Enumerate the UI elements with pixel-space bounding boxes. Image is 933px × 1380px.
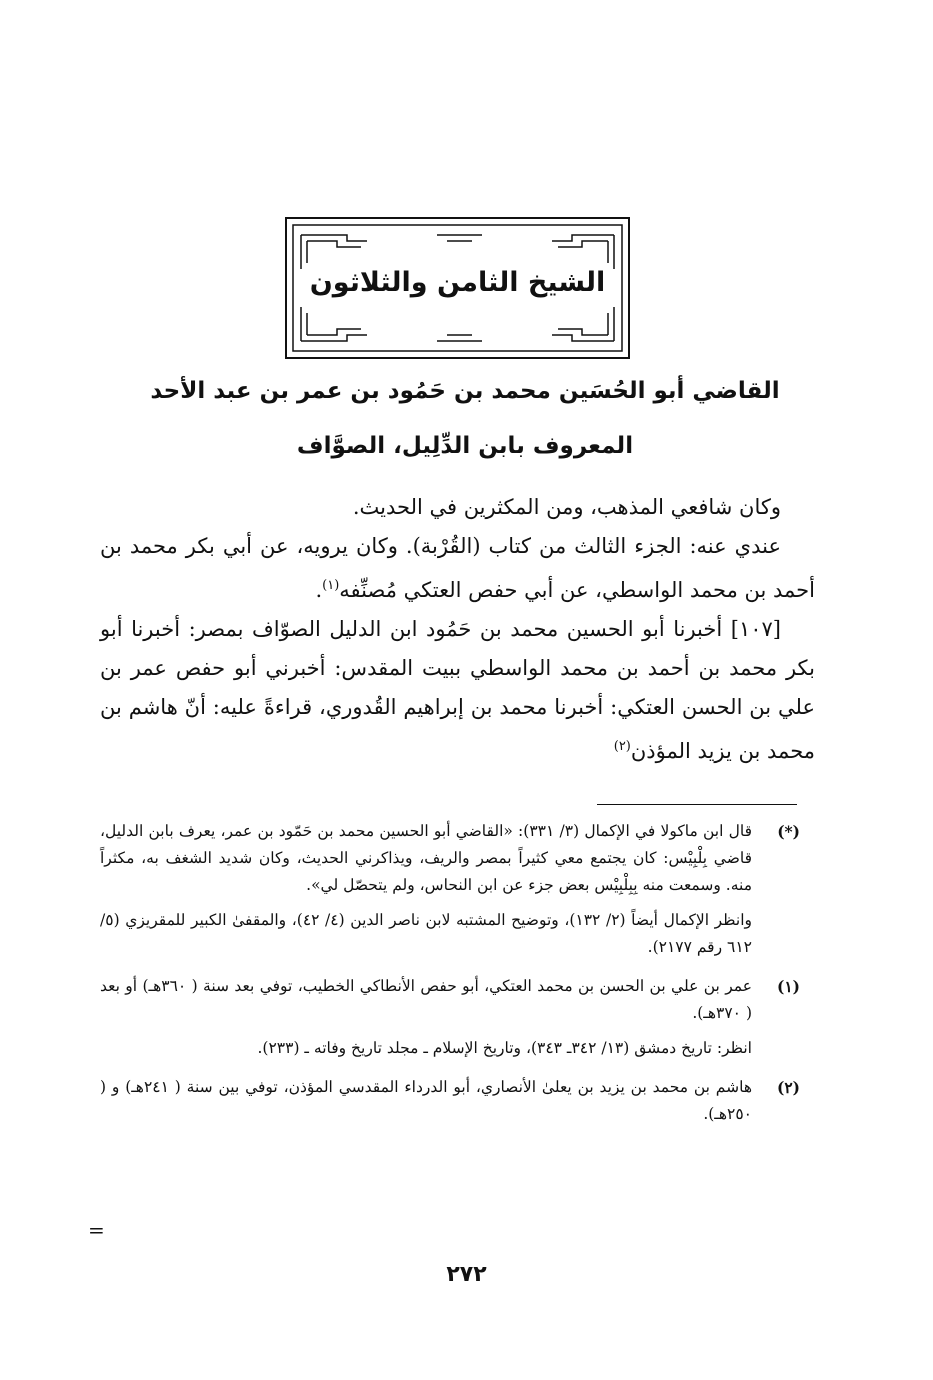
footnote-text: قال ابن ماكولا في الإكمال (٣/ ٣٣١): «القاضي أبو الحسين محمد بن حَمّود بن عمر، يعرف بابن الدليل، قاضي بِلْبِيْس: كان يجتمع معي كثيراً بمصر والريف، ويذاكرني الحديث، وكان شديد الشغف به، مكثراً منه. وسمعت منه بِبِلْبِيْس بعض جزء عن ابن النحاس، ولم يتحصّل لي». — [100, 822, 752, 894]
footnote-1 — [100, 973, 800, 1062]
subject-name-line1: القاضي أبو الحُسَين محمد بن حَمُود بن عمر بن عبد الأحد — [150, 378, 780, 404]
footnote-separator — [597, 804, 797, 805]
paragraph-3 — [100, 610, 815, 771]
footnote-star — [100, 818, 800, 961]
footnote-ref-2[interactable]: (٢) — [613, 739, 631, 754]
footnote-marker: (*) — [777, 822, 800, 841]
footnote-text: عمر بن علي بن الحسن بن محمد العتكي، أبو حفص الأنطاكي الخطيب، توفي بعد سنة ( ٣٦٠هـ) أو بعد ( ٣٧٠هـ). — [100, 977, 752, 1022]
footnote-2 — [100, 1074, 800, 1128]
footnote-text: وانظر الإكمال أيضاً (٢/ ١٣٢)، وتوضيح المشتبه لابن ناصر الدين (٤/ ٤٢)، والمقفىٰ الكبير للمقريزي (٥/ ٦١٢ رقم ٢١٧٧). — [100, 911, 752, 956]
chapter-title-frame — [285, 217, 630, 359]
paragraph-2-text: عندي عنه: الجزء الثالث من كتاب (القُرْبة). وكان يرويه، عن أبي بكر محمد بن أحمد بن محمد الواسطي، عن أبي حفص العتكي مُصنِّفه — [100, 534, 815, 602]
footnote-text: انظر: تاريخ دمشق (١٣/ ٣٤٢ـ ٣٤٣)، وتاريخ الإسلام ـ مجلد تاريخ وفاته ـ (٢٣٣). — [257, 1039, 752, 1057]
continuation-mark: = — [88, 1218, 105, 1242]
footnotes — [100, 818, 800, 1128]
footnote-text: هاشم بن محمد بن يزيد بن يعلىٰ الأنصاري، أبو الدرداء المقدسي المؤذن، توفي بين سنة ( ٢٤١هـ) و ( ٢٥٠هـ). — [100, 1078, 752, 1123]
page-number: ٢٧٢ — [446, 1262, 487, 1287]
subject-name-line2: المعروف بابن الدِّلِيل، الصوَّاف — [296, 433, 634, 459]
chapter-title: الشيخ الثامن والثلاثون — [309, 267, 606, 298]
footnote-marker: (١) — [776, 977, 800, 996]
paragraph-3-text: [١٠٧] أخبرنا أبو الحسين محمد بن حَمُود ابن الدليل الصوّاف بمصر: أخبرنا أبو بكر محمد بن أحمد بن محمد الواسطي ببيت المقدس: أخبرني أبو حفص عمر بن علي بن الحسن العتكي: أخبرنا محمد بن إبراهيم القُدوري، قراءةً عليه: أنّ هاشم بن محمد بن يزيد المؤذن — [100, 617, 815, 763]
footnote-marker: (٢) — [776, 1078, 800, 1097]
footnote-ref-1[interactable]: (١) — [322, 578, 340, 593]
main-text — [100, 488, 815, 771]
paragraph-1: وكان شافعي المذهب، ومن المكثرين في الحديث. — [352, 495, 781, 519]
paragraph-2-end: . — [315, 578, 323, 602]
paragraph-2 — [100, 527, 815, 610]
